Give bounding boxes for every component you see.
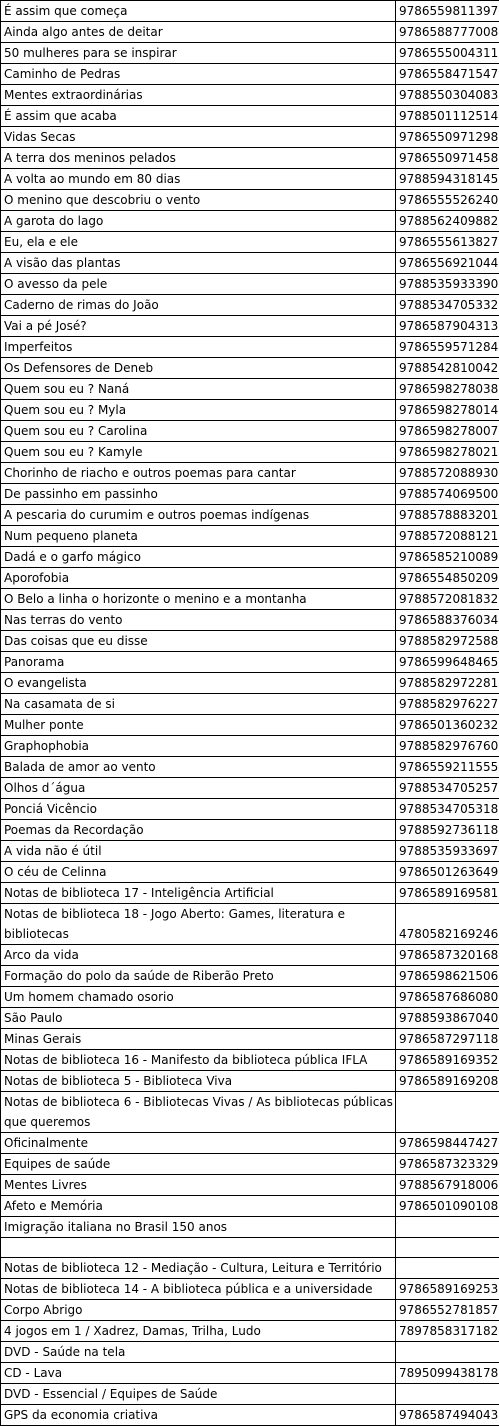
isbn-cell[interactable]: 9786501090108 (396, 1196, 499, 1217)
book-title-cell[interactable]: Imperfeitos (1, 337, 396, 358)
isbn-cell[interactable]: 9786587686080 (396, 987, 499, 1008)
book-title-cell[interactable]: A vida não é útil (1, 841, 396, 862)
book-title-cell[interactable]: Minas Gerais (1, 1029, 396, 1050)
isbn-cell[interactable]: 9786598621506 (396, 966, 499, 987)
table-row (1, 1342, 499, 1363)
book-title-cell[interactable]: Oficinalmente (1, 1133, 396, 1154)
isbn-cell[interactable]: 9788542810042 (396, 358, 499, 379)
isbn-cell[interactable]: 9786588777008 (396, 22, 499, 43)
table-row (1, 400, 499, 421)
book-title-cell[interactable]: Ainda algo antes de deitar (1, 22, 396, 43)
book-title-cell[interactable]: É assim que começa (1, 1, 396, 22)
book-title-cell[interactable]: Notas de biblioteca 16 - Manifesto da biblioteca pública IFLA (1, 1050, 396, 1071)
table-row (1, 547, 499, 568)
book-title-cell[interactable]: Equipes de saúde (1, 1154, 396, 1175)
table-row (1, 883, 499, 904)
isbn-cell[interactable]: 9786559811397 (396, 1, 499, 22)
book-title-cell[interactable]: Notas de biblioteca 5 - Biblioteca Viva (1, 1071, 396, 1092)
table-row (1, 526, 499, 547)
isbn-cell[interactable]: 9786555526240 (396, 190, 499, 211)
table-row (1, 799, 499, 820)
isbn-cell[interactable]: 9786554850209 (396, 568, 499, 589)
table-row (1, 966, 499, 987)
isbn-cell[interactable]: 4780582169246 (396, 904, 499, 945)
book-title-cell[interactable]: Ponciá Vicêncio (1, 799, 396, 820)
table-row (1, 1363, 499, 1384)
table-row (1, 379, 499, 400)
table-row (1, 1008, 499, 1029)
book-title-cell[interactable]: O Belo a linha o horizonte o menino e a montanha (1, 589, 396, 610)
table-row (1, 1029, 499, 1050)
table-row (1, 862, 499, 883)
table-row (1, 1384, 499, 1405)
isbn-cell[interactable]: 9786599648465 (396, 652, 499, 673)
book-title-cell[interactable]: Vidas Secas (1, 127, 396, 148)
table-row (1, 1133, 499, 1154)
book-title-cell[interactable]: Panorama (1, 652, 396, 673)
isbn-cell[interactable]: 9786555613827 (396, 232, 499, 253)
table-row (1, 1279, 499, 1300)
isbn-cell[interactable]: 9786555004311 (396, 43, 499, 64)
book-title-cell[interactable]: Quem sou eu ? Kamyle (1, 442, 396, 463)
book-title-cell[interactable]: O avesso da pele (1, 274, 396, 295)
book-title-cell[interactable]: A garota do lago (1, 211, 396, 232)
book-title-cell[interactable]: Mulher ponte (1, 715, 396, 736)
table-row (1, 1258, 499, 1279)
book-title-cell[interactable]: Poemas da Recordação (1, 820, 396, 841)
book-title-cell[interactable]: Das coisas que eu disse (1, 631, 396, 652)
table-row (1, 484, 499, 505)
table-row (1, 736, 499, 757)
table-row (1, 22, 499, 43)
table-row (1, 1321, 499, 1342)
isbn-cell[interactable]: 9788535933697 (396, 841, 499, 862)
table-row (1, 127, 499, 148)
book-title-cell[interactable]: Afeto e Memória (1, 1196, 396, 1217)
table-row (1, 253, 499, 274)
isbn-cell[interactable]: 9788572081832 (396, 589, 499, 610)
book-title-cell[interactable]: Imigração italiana no Brasil 150 anos (1, 1217, 396, 1238)
book-title-cell[interactable]: Graphophobia (1, 736, 396, 757)
book-title-cell[interactable]: A volta ao mundo em 80 dias (1, 169, 396, 190)
table-row (1, 673, 499, 694)
isbn-cell[interactable]: 9788572088930 (396, 463, 499, 484)
book-title-cell[interactable]: 50 mulheres para se inspirar (1, 43, 396, 64)
table-body (1, 1, 499, 1426)
table-row (1, 589, 499, 610)
table-row (1, 778, 499, 799)
book-title-cell[interactable]: A pescaria do curumim e outros poemas indígenas (1, 505, 396, 526)
book-title-cell[interactable]: Notas de biblioteca 12 - Mediação - Cultura, Leitura e Território (1, 1258, 396, 1279)
isbn-cell[interactable] (396, 1342, 499, 1363)
table-row (1, 211, 499, 232)
table-row (1, 757, 499, 778)
isbn-cell[interactable]: 9786598278021 (396, 442, 499, 463)
book-title-cell[interactable]: Nas terras do vento (1, 610, 396, 631)
book-title-cell[interactable]: DVD - Essencial / Equipes de Saúde (1, 1384, 396, 1405)
book-title-cell[interactable]: DVD - Saúde na tela (1, 1342, 396, 1363)
table-row (1, 274, 499, 295)
isbn-cell[interactable]: 9788592736118 (396, 820, 499, 841)
isbn-cell[interactable]: 9788534705332 (396, 295, 499, 316)
table-row (1, 904, 499, 945)
book-title-cell[interactable]: O céu de Celinna (1, 862, 396, 883)
table-row (1, 463, 499, 484)
book-title-cell[interactable] (1, 1238, 396, 1258)
book-title-cell[interactable]: Mentes extraordinárias (1, 85, 396, 106)
isbn-cell[interactable]: 9786550971298 (396, 127, 499, 148)
table-row (1, 652, 499, 673)
isbn-cell[interactable]: 9788593867040 (396, 1008, 499, 1029)
isbn-cell[interactable]: 9786558471547 (396, 64, 499, 85)
isbn-cell[interactable]: 9786589169581 (396, 883, 499, 904)
table-row (1, 106, 499, 127)
table-row (1, 1405, 499, 1426)
isbn-cell[interactable]: 9788501112514 (396, 106, 499, 127)
book-title-cell[interactable]: São Paulo (1, 1008, 396, 1029)
table-row (1, 820, 499, 841)
table-row (1, 43, 499, 64)
table-row (1, 1300, 499, 1321)
isbn-cell[interactable]: 9786588376034 (396, 610, 499, 631)
isbn-cell[interactable]: 9788594318145 (396, 169, 499, 190)
isbn-cell[interactable]: 9786556921044 (396, 253, 499, 274)
table-row (1, 1238, 499, 1258)
isbn-cell[interactable]: 9788582976760 (396, 736, 499, 757)
isbn-cell[interactable]: 9786587494043 (396, 1405, 499, 1426)
isbn-cell[interactable] (396, 1258, 499, 1279)
table-row (1, 1217, 499, 1238)
book-title-cell[interactable]: Formação do polo da saúde de Riberão Preto (1, 966, 396, 987)
isbn-cell[interactable]: 9788534705257 (396, 778, 499, 799)
isbn-cell[interactable]: 9786598278038 (396, 379, 499, 400)
isbn-cell[interactable]: 9786598278007 (396, 421, 499, 442)
book-title-cell[interactable]: Caminho de Pedras (1, 64, 396, 85)
isbn-cell[interactable]: 9786552781857 (396, 1300, 499, 1321)
book-title-cell[interactable]: Num pequeno planeta (1, 526, 396, 547)
isbn-cell[interactable]: 9788578883201 (396, 505, 499, 526)
table-row (1, 148, 499, 169)
table-row (1, 64, 499, 85)
book-title-cell[interactable]: Quem sou eu ? Myla (1, 400, 396, 421)
book-title-cell[interactable]: Quem sou eu ? Carolina (1, 421, 396, 442)
table-row (1, 316, 499, 337)
table-row (1, 1, 499, 22)
book-title-cell[interactable]: Aporofobia (1, 568, 396, 589)
isbn-cell[interactable]: 9786589169352 (396, 1050, 499, 1071)
table-row (1, 1154, 499, 1175)
book-title-cell[interactable]: Arco da vida (1, 945, 396, 966)
isbn-cell[interactable]: 9788582972281 (396, 673, 499, 694)
book-title-cell[interactable]: Notas de biblioteca 17 - Inteligência Artificial (1, 883, 396, 904)
isbn-cell[interactable]: 9786589169253 (396, 1279, 499, 1300)
isbn-cell[interactable]: 9788535933390 (396, 274, 499, 295)
isbn-cell[interactable]: 9788567918006 (396, 1175, 499, 1196)
isbn-cell[interactable]: 9786598278014 (396, 400, 499, 421)
isbn-cell[interactable]: 9786587323329 (396, 1154, 499, 1175)
isbn-cell[interactable]: 9786587297118 (396, 1029, 499, 1050)
table-row (1, 841, 499, 862)
book-title-cell[interactable]: Vai a pé José? (1, 316, 396, 337)
isbn-cell[interactable]: 9786501360232 (396, 715, 499, 736)
table-row (1, 1071, 499, 1092)
isbn-cell[interactable] (396, 1217, 499, 1238)
table-row (1, 1175, 499, 1196)
book-title-cell[interactable]: Mentes Livres (1, 1175, 396, 1196)
book-title-cell[interactable]: Notas de biblioteca 14 - A biblioteca pública e a universidade (1, 1279, 396, 1300)
table-row (1, 505, 499, 526)
table-row (1, 421, 499, 442)
isbn-cell[interactable]: 9788572088121 (396, 526, 499, 547)
book-title-cell[interactable]: Um homem chamado osorio (1, 987, 396, 1008)
book-title-cell[interactable]: Notas de biblioteca 6 - Bibliotecas Vivas / As bibliotecas públicas que queremos (1, 1092, 396, 1133)
table-row (1, 295, 499, 316)
isbn-cell[interactable]: 9786589169208 (396, 1071, 499, 1092)
book-title-cell[interactable]: É assim que acaba (1, 106, 396, 127)
isbn-cell[interactable]: 9786559571284 (396, 337, 499, 358)
table-row (1, 1092, 499, 1133)
isbn-cell[interactable]: 9788582976227 (396, 694, 499, 715)
isbn-cell[interactable]: 9786585210089 (396, 547, 499, 568)
isbn-cell[interactable]: 7895099438178 (396, 1363, 499, 1384)
book-title-cell[interactable]: Balada de amor ao vento (1, 757, 396, 778)
book-title-cell[interactable]: A visão das plantas (1, 253, 396, 274)
book-title-cell[interactable]: Eu, ela e ele (1, 232, 396, 253)
isbn-cell[interactable]: 9786559211555 (396, 757, 499, 778)
isbn-cell[interactable]: 9786501263649 (396, 862, 499, 883)
isbn-cell[interactable]: 9786598447427 (396, 1133, 499, 1154)
book-title-cell[interactable]: Quem sou eu ? Naná (1, 379, 396, 400)
book-title-cell[interactable]: Corpo Abrigo (1, 1300, 396, 1321)
book-title-cell[interactable]: O evangelista (1, 673, 396, 694)
table-row (1, 337, 499, 358)
book-title-cell[interactable]: CD - Lava (1, 1363, 396, 1384)
isbn-cell[interactable]: 9786587904313 (396, 316, 499, 337)
book-title-cell[interactable]: Caderno de rimas do João (1, 295, 396, 316)
isbn-cell[interactable]: 9786550971458 (396, 148, 499, 169)
table-row (1, 715, 499, 736)
isbn-cell[interactable] (396, 1384, 499, 1405)
isbn-cell[interactable]: 9788574069500 (396, 484, 499, 505)
table-row (1, 694, 499, 715)
book-title-cell[interactable]: Chorinho de riacho e outros poemas para cantar (1, 463, 396, 484)
table-row (1, 1050, 499, 1071)
isbn-cell[interactable]: 9788582972588 (396, 631, 499, 652)
book-title-cell[interactable]: Na casamata de si (1, 694, 396, 715)
isbn-cell[interactable]: 9786587320168 (396, 945, 499, 966)
table-row (1, 945, 499, 966)
table-row (1, 987, 499, 1008)
isbn-cell[interactable] (396, 1092, 499, 1133)
isbn-cell[interactable]: 9788562409882 (396, 211, 499, 232)
book-title-cell[interactable]: 4 jogos em 1 / Xadrez, Damas, Trilha, Ludo (1, 1321, 396, 1342)
isbn-cell[interactable] (396, 1238, 499, 1258)
book-title-cell[interactable]: De passinho em passinho (1, 484, 396, 505)
book-title-cell[interactable]: Notas de biblioteca 18 - Jogo Aberto: Games, literatura e bibliotecas (1, 904, 396, 945)
table-row (1, 190, 499, 211)
isbn-cell[interactable]: 9788534705318 (396, 799, 499, 820)
table-row (1, 1196, 499, 1217)
table-row (1, 85, 499, 106)
isbn-cell[interactable]: 7897858317182 (396, 1321, 499, 1342)
book-title-cell[interactable]: GPS da economia criativa (1, 1405, 396, 1426)
book-title-cell[interactable]: A terra dos meninos pelados (1, 148, 396, 169)
isbn-cell[interactable]: 9788550304083 (396, 85, 499, 106)
table-row (1, 169, 499, 190)
table-row (1, 358, 499, 379)
table-row (1, 232, 499, 253)
table-row (1, 631, 499, 652)
book-title-cell[interactable]: Olhos d´água (1, 778, 396, 799)
book-title-cell[interactable]: Dadá e o garfo mágico (1, 547, 396, 568)
book-title-cell[interactable]: Os Defensores de Deneb (1, 358, 396, 379)
table-row (1, 568, 499, 589)
book-title-cell[interactable]: O menino que descobriu o vento (1, 190, 396, 211)
table-row (1, 610, 499, 631)
table-row (1, 442, 499, 463)
